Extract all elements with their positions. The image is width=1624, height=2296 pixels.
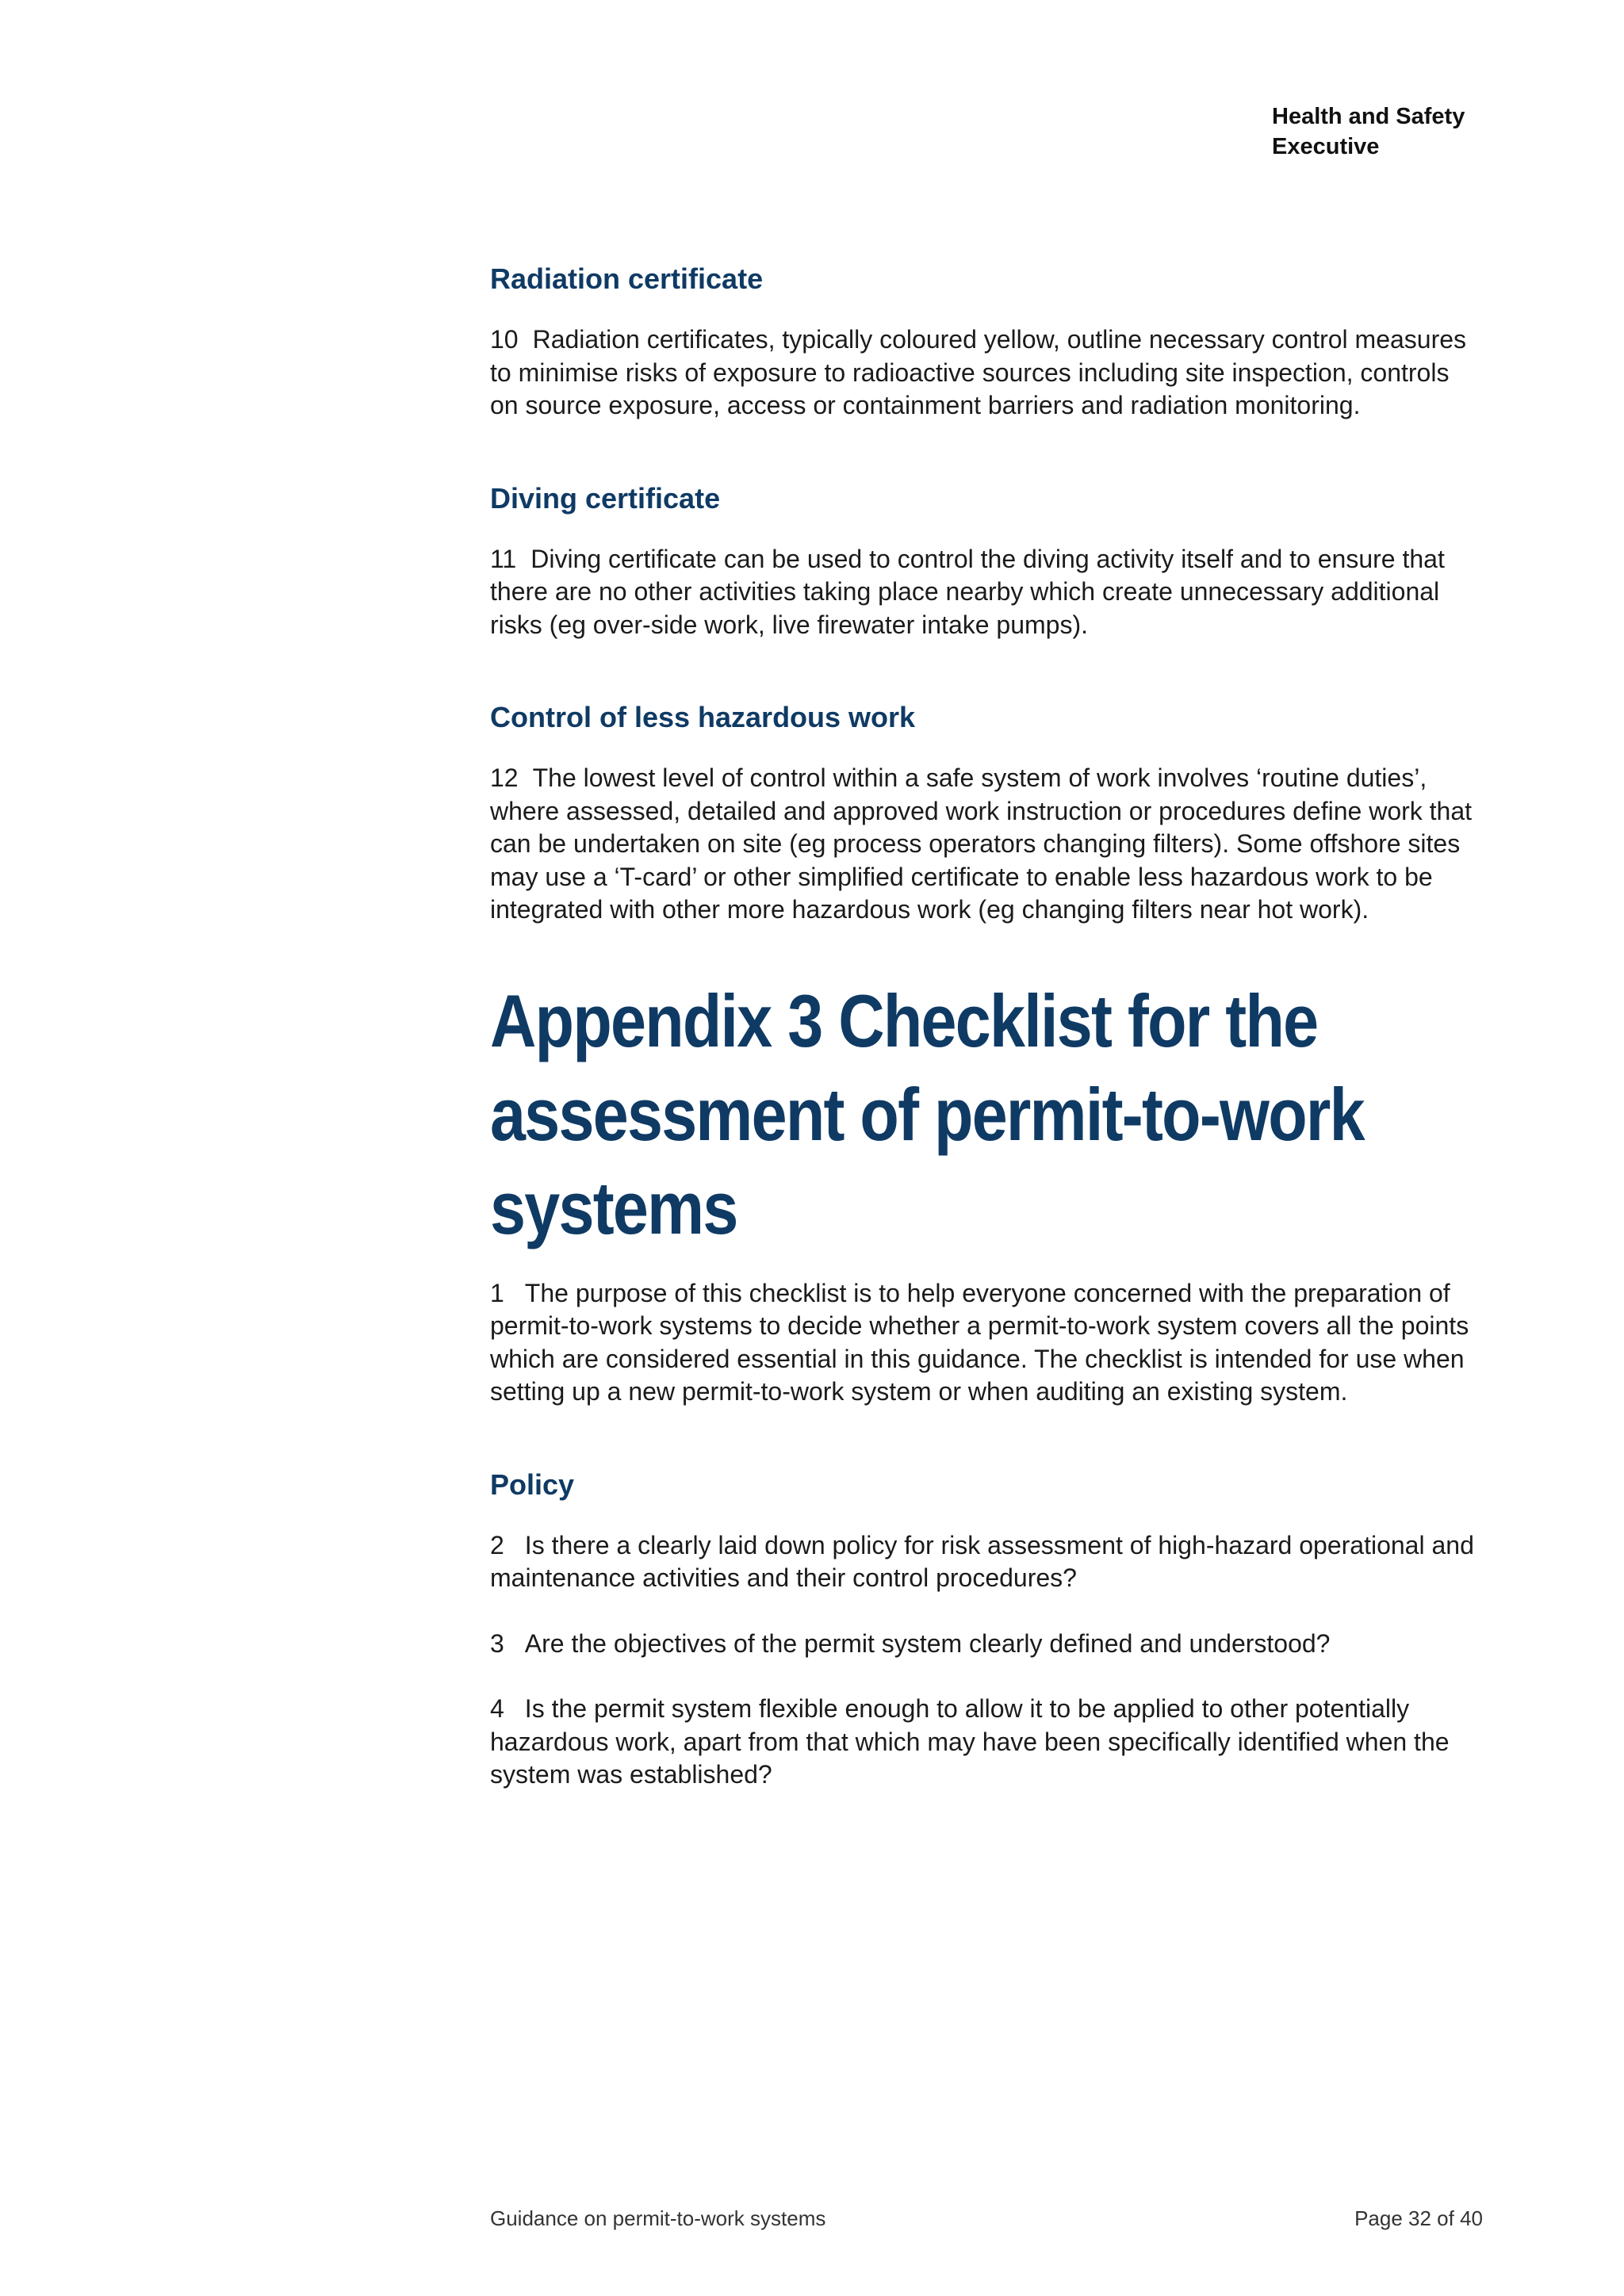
checklist-item bbox=[490, 1693, 1481, 1792]
paragraph-number: 12 bbox=[490, 763, 519, 792]
checklist-item-text: Is there a clearly laid down policy for risk assessment of high-hazard operational and maintenance activities and their control procedures? bbox=[490, 1530, 1474, 1592]
paragraph-number: 1 bbox=[490, 1278, 504, 1307]
paragraph-text: Diving certificate can be used to control the diving activity itself and to ensure that there are no other activities taking place nearby which create unnecessary additional risks (eg over-side work, live firewater intake pumps). bbox=[490, 544, 1445, 639]
checklist-item-text: Is the permit system flexible enough to allow it to be applied to other potentially hazardous work, apart from that which may have been specifically identified when the system was established? bbox=[490, 1694, 1450, 1789]
checklist-item bbox=[490, 1529, 1481, 1595]
section-heading-less-hazardous: Control of less hazardous work bbox=[490, 701, 916, 733]
paragraph-text: The lowest level of control within a safe system of work involves ‘routine duties’, where assessed, detailed and approved work instruction or procedures define work that can be undertaken on site (eg process operators changing filters). Some offshore sites may use a ‘T-card’ or other simplified certificate to enable less hazardous work to be integrated with other more hazardous work (eg changing filters near hot work). bbox=[490, 763, 1473, 924]
appendix-title: Appendix 3 Checklist for the assessment of permit-to-work systems bbox=[490, 978, 1364, 1249]
paragraph-1 bbox=[490, 1277, 1481, 1409]
checklist-item-number: 2 bbox=[490, 1530, 504, 1559]
organisation-name-line2: Executive bbox=[1272, 134, 1380, 159]
paragraph-number: 11 bbox=[490, 544, 517, 573]
footer-document-title: Guidance on permit-to-work systems bbox=[490, 2206, 826, 2230]
main-content bbox=[490, 262, 1481, 1792]
paragraph-text: The purpose of this checklist is to help everyone concerned with the preparation of permit-to-work systems to decide whether a permit-to-work system covers all the points which are considered essential in this guidance. The checklist is intended for use when setting up a new permit-to-work system or when auditing an existing system. bbox=[490, 1278, 1469, 1406]
paragraph-12 bbox=[490, 762, 1481, 927]
paragraph-text: Radiation certificates, typically coloured yellow, outline necessary control measures to minimise risks of exposure to radioactive sources including site inspection, controls on source exposure, access or containment barriers and radiation monitoring. bbox=[490, 325, 1467, 419]
checklist-item bbox=[490, 1628, 1481, 1661]
paragraph-10 bbox=[490, 323, 1481, 423]
section-heading-policy: Policy bbox=[490, 1468, 575, 1501]
section-heading-radiation: Radiation certificate bbox=[490, 262, 764, 295]
organisation-name-line1: Health and Safety bbox=[1272, 104, 1465, 129]
paragraph-11 bbox=[490, 543, 1481, 642]
footer-page-number: Page 32 of 40 bbox=[1354, 2206, 1483, 2230]
organisation-name bbox=[1272, 101, 1526, 162]
checklist-item-number: 3 bbox=[490, 1628, 504, 1658]
paragraph-number: 10 bbox=[490, 325, 519, 354]
checklist-item-number: 4 bbox=[490, 1694, 504, 1723]
checklist-item-text: Are the objectives of the permit system clearly defined and understood? bbox=[524, 1628, 1331, 1658]
section-heading-diving: Diving certificate bbox=[490, 481, 721, 515]
